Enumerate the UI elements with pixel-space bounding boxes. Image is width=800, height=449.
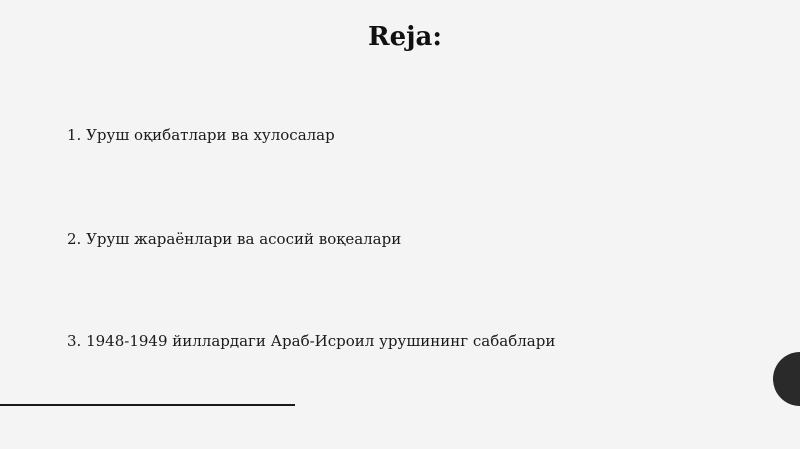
decorative-circle xyxy=(773,352,800,406)
bottom-divider-line xyxy=(0,404,295,406)
plan-item-1: 1. Уруш оқибатлари ва хулосалар xyxy=(67,126,335,144)
plan-item-3: 3. 1948-1949 йиллардаги Араб-Исроил урушининг сабаблари xyxy=(67,332,556,350)
plan-item-2: 2. Уруш жараёнлари ва асосий воқеалари xyxy=(67,230,402,248)
slide-title: Reja: xyxy=(367,22,442,52)
